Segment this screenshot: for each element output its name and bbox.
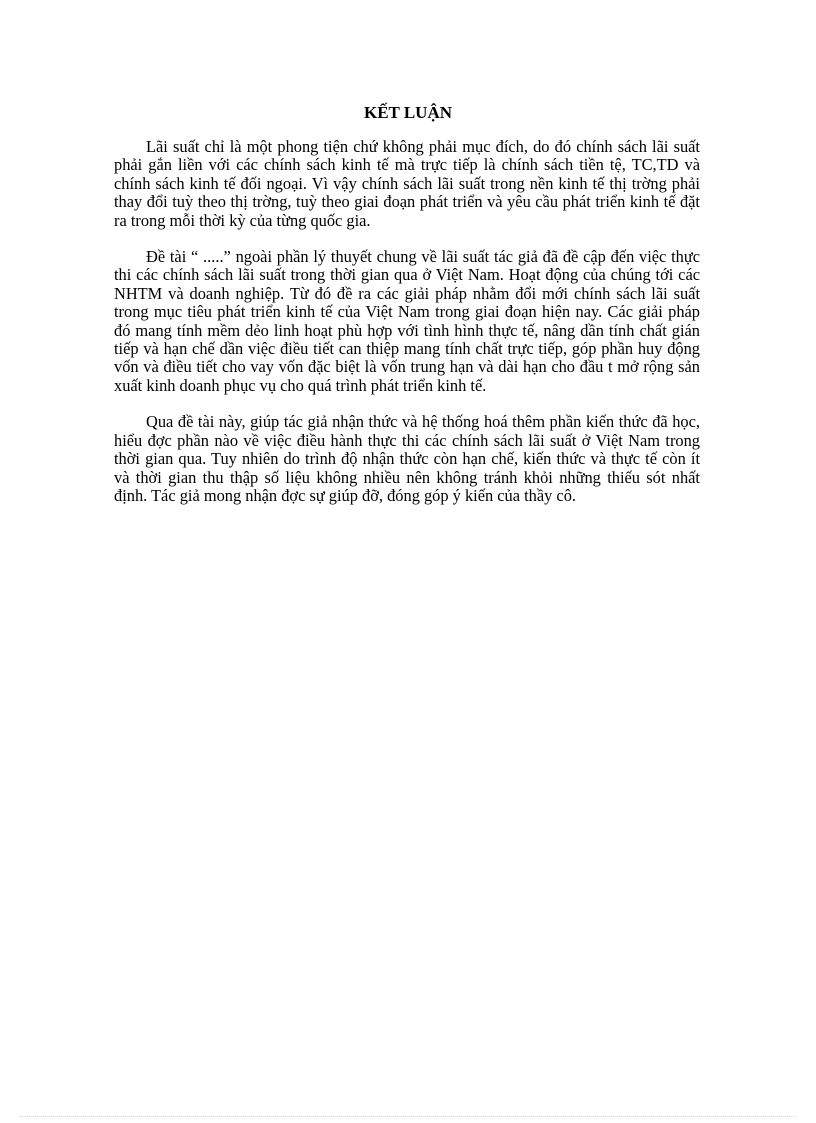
page-bottom-divider — [20, 1116, 796, 1117]
paragraph-1: Lãi suất chỉ là một phong tiện chứ không phải mục đích, do đó chính sách lãi suất phải gắn liền với các chính sách kinh tế mà trực tiếp là chính sách tiền tệ, TC,TD và chính sách kinh tế đối ngoại. Vì vậy chính sách lãi suất trong nền kinh tế thị trờng phải thay đổi tuỳ theo thị trờng, tuỳ theo giai đoạn phát triển và yêu cầu phát triển kinh tế đặt ra trong mỗi thời kỳ của từng quốc gia. — [114, 137, 700, 230]
paragraph-2: Đề tài “ .....” ngoài phần lý thuyết chung về lãi suất tác giả đã đề cập đến việc thực thi các chính sách lãi suất trong thời gian qua ở Việt Nam. Hoạt động của chúng tới các NHTM và doanh nghiệp. Từ đó đề ra các giải pháp nhằm đổi mới chính sách lãi suất trong mục tiêu phát triển kinh tế của Việt Nam trong giai đoạn hiện nay. Các giải pháp đó mang tính mềm dẻo linh hoạt phù hợp với tình hình thực tế, nâng dần tính chất gián tiếp và hạn chế dần việc điều tiết can thiệp mang tính chất trực tiếp, góp phần huy động vốn và điều tiết cho vay vốn đặc biệt là vốn trung hạn và dài hạn cho đầu t mở rộng sản xuất kinh doanh phục vụ cho quá trình phát triển kinh tế. — [114, 247, 700, 395]
document-body — [114, 138, 700, 523]
paragraph-3: Qua đề tài này, giúp tác giả nhận thức và hệ thống hoá thêm phần kiến thức đã học, hiểu đợc phần nào về việc điều hành thực thi các chính sách lãi suất ở Việt Nam trong thời gian qua. Tuy nhiên do trình độ nhận thức còn hạn chế, kiến thức và thực tế còn ít và thời gian thu thập số liệu không nhiều nên không tránh khỏi những thiếu sót nhất định. Tác giả mong nhận đợc sự giúp đỡ, đóng góp ý kiến của thầy cô. — [114, 412, 700, 505]
page-title: KẾT LUẬN — [363, 103, 452, 122]
